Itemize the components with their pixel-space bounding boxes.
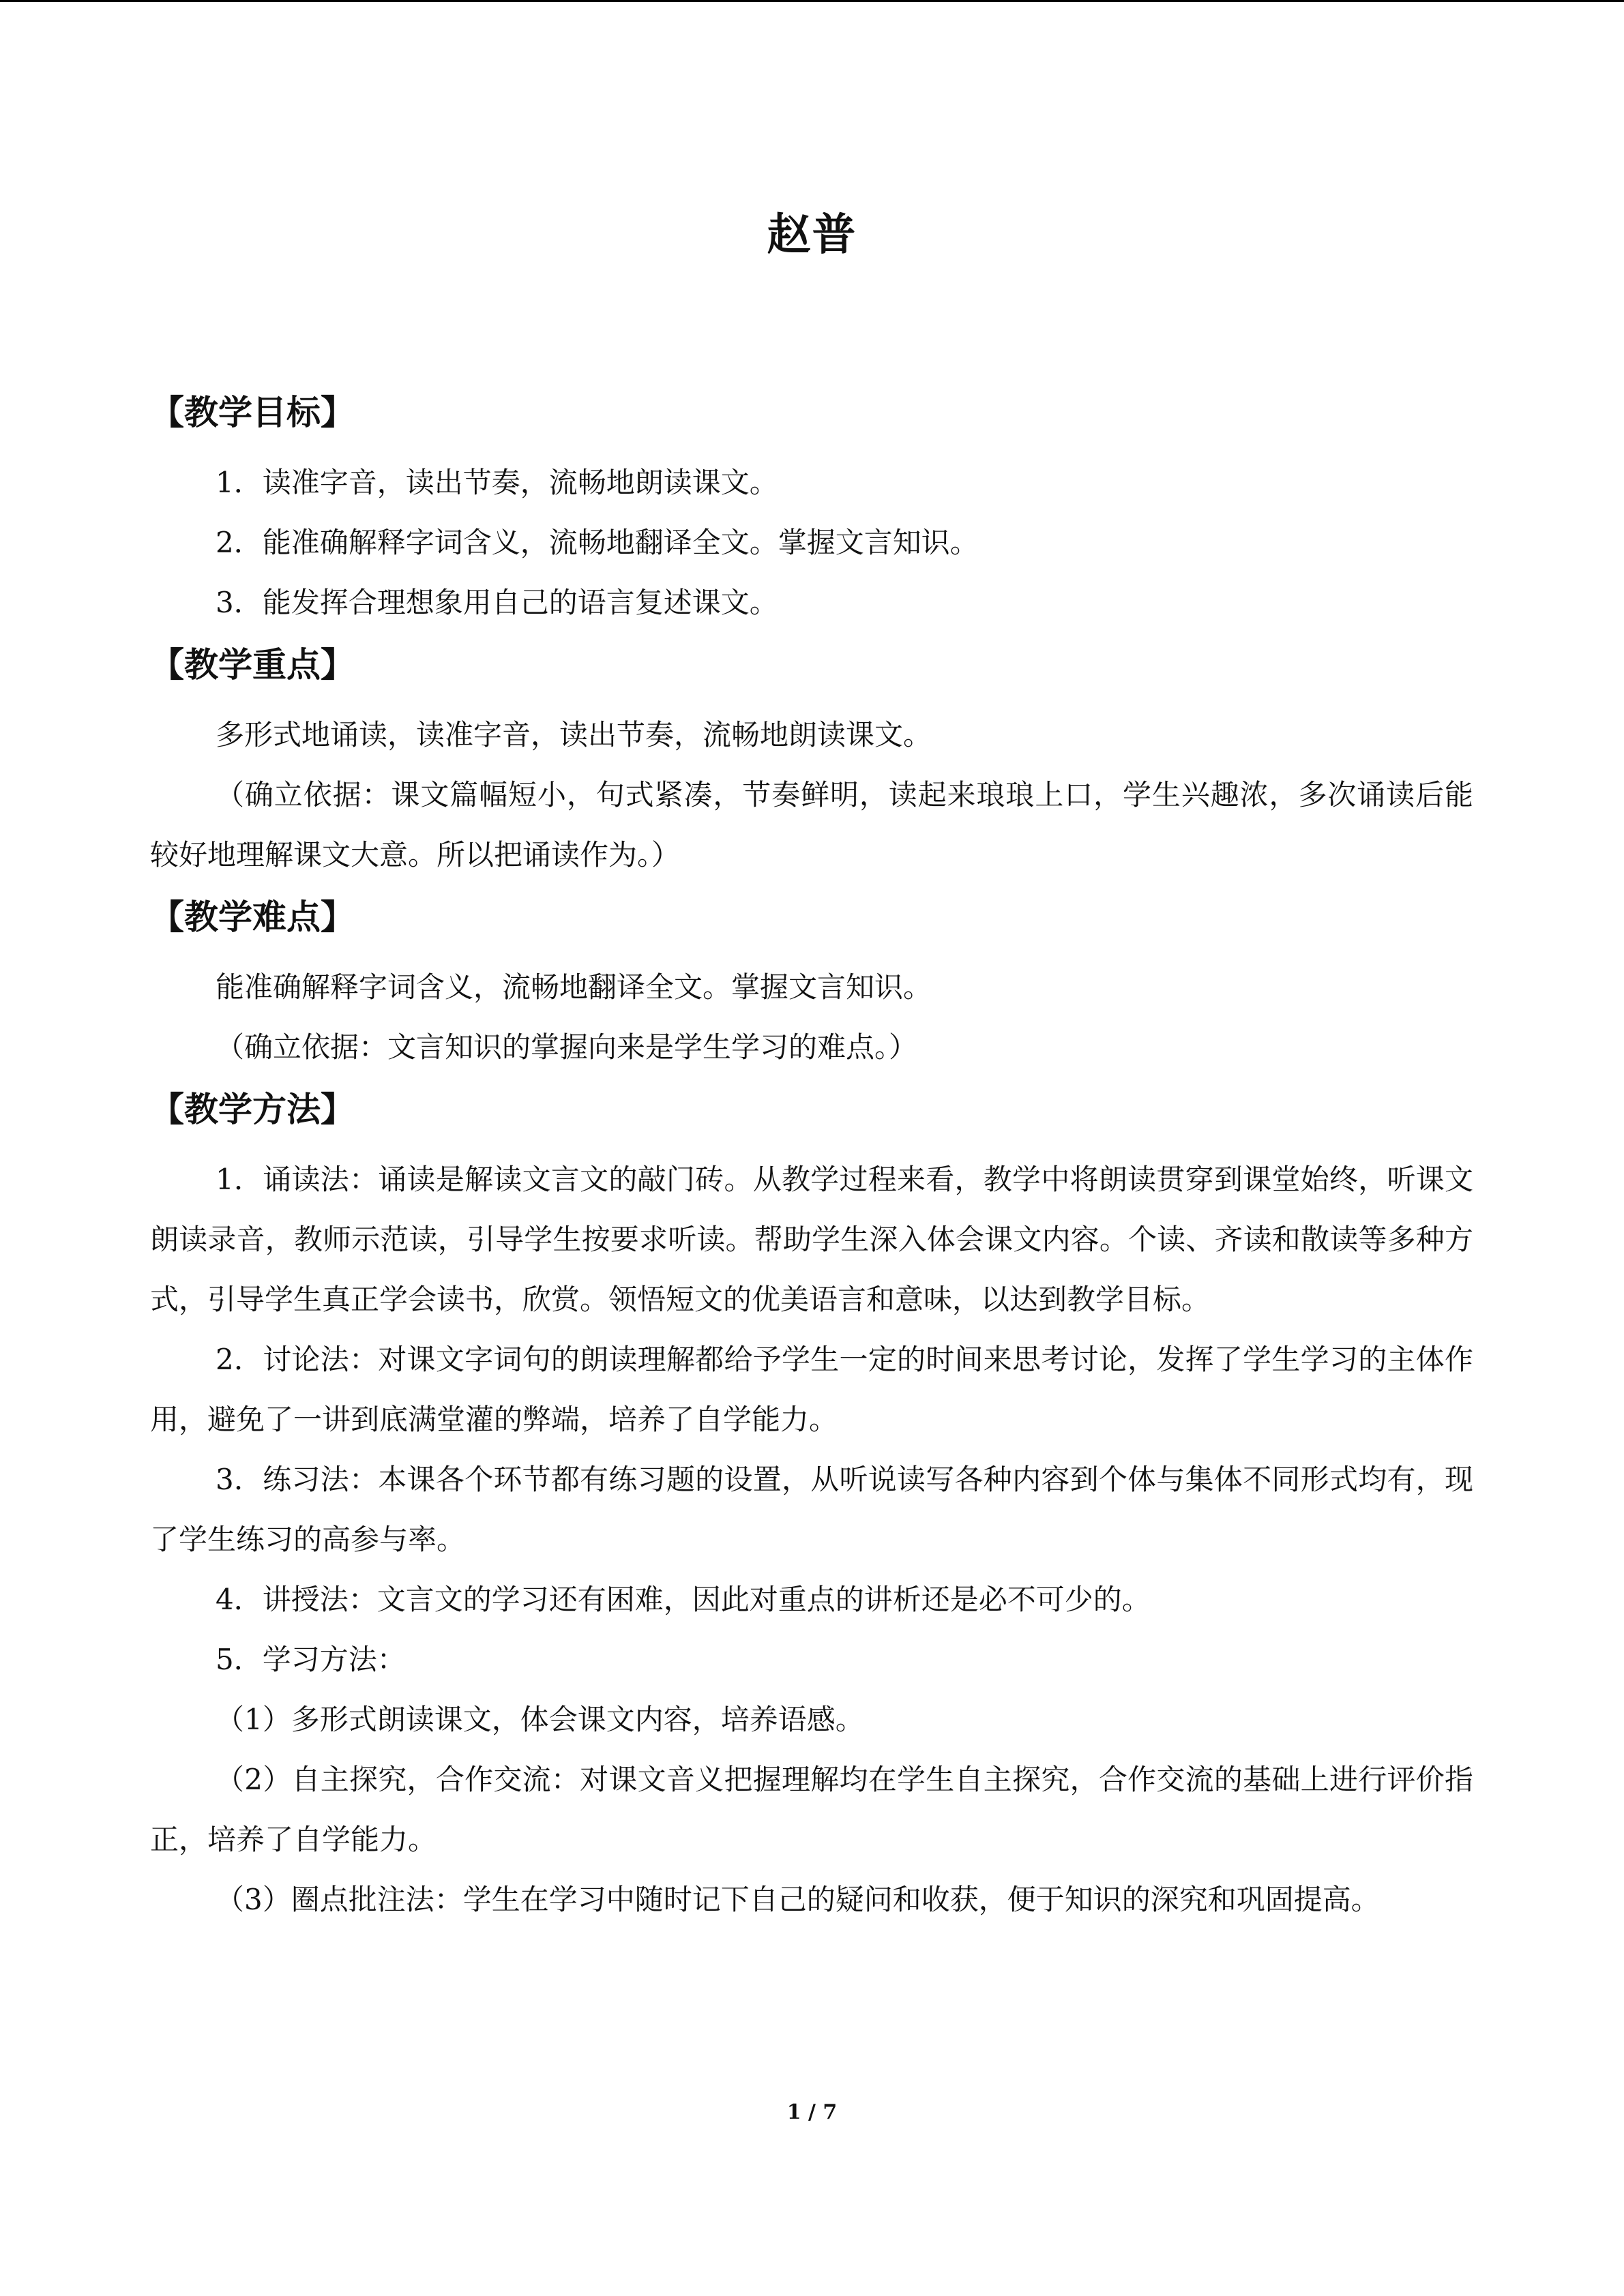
paragraph: 2．能准确解释字词含义，流畅地翻译全文。掌握文言知识。 (216, 526, 979, 559)
paragraph: （3）圈点批注法：学生在学习中随时记下自己的疑问和收获，便于知识的深究和巩固提高。 (216, 1883, 1380, 1916)
paragraph: 1．读准字音，读出节奏，流畅地朗读课文。 (216, 466, 778, 499)
section-heading: 【教学难点】 (150, 897, 355, 937)
paragraph: 3．能发挥合理想象用自己的语言复述课文。 (216, 586, 778, 619)
paragraph: （确立依据：课文篇幅短小，句式紧凑，节奏鲜明，读起来琅琅上口，学生兴趣浓，多次诵读后能较好地理解课文大意。所以把诵读作为。） (150, 778, 1473, 871)
section-teaching-focus (150, 634, 1473, 885)
paragraph: 2．讨论法：对课文字词句的朗读理解都给予学生一定的时间来思考讨论，发挥了学生学习的主体作用，避免了一讲到底满堂灌的弊端，培养了自学能力。 (150, 1343, 1473, 1436)
document-body (150, 382, 1473, 1931)
section-heading: 【教学目标】 (150, 393, 355, 432)
paragraph: 3．练习法：本课各个环节都有练习题的设置，从听说读写各种内容到个体与集体不同形式均有，现了学生练习的高参与率。 (150, 1463, 1473, 1556)
paragraph: 1．诵读法：诵读是解读文言文的敲门砖。从教学过程来看，教学中将朗读贯穿到课堂始终，听课文朗读录音，教师示范读，引导学生按要求听读。帮助学生深入体会课文内容。个读、齐读和散读等多种方式，引导学生真正学会读书，欣赏。领悟短文的优美语言和意味，以达到教学目标。 (150, 1163, 1473, 1316)
paragraph: （2）自主探究，合作交流：对课文音义把握理解均在学生自主探究，合作交流的基础上进行评价指正，培养了自学能力。 (150, 1763, 1473, 1856)
document-title: 赵普 (767, 210, 857, 260)
paragraph: 能准确解释字词含义，流畅地翻译全文。掌握文言知识。 (216, 970, 932, 1004)
paragraph: 4．讲授法：文言文的学习还有困难，因此对重点的讲析还是必不可少的。 (216, 1583, 1151, 1616)
page-number: 1 / 7 (786, 2100, 838, 2124)
paragraph: 5．学习方法： (216, 1643, 406, 1676)
section-teaching-difficulty (150, 886, 1473, 1077)
section-heading: 【教学重点】 (150, 645, 355, 685)
section-teaching-methods (150, 1079, 1473, 1930)
section-heading: 【教学方法】 (150, 1090, 355, 1129)
paragraph: 多形式地诵读，读准字音，读出节奏，流畅地朗读课文。 (216, 718, 932, 751)
paragraph: （确立依据：文言知识的掌握向来是学生学习的难点。） (216, 1030, 918, 1064)
paragraph: （1）多形式朗读课文，体会课文内容，培养语感。 (216, 1703, 864, 1736)
section-teaching-goals (150, 382, 1473, 633)
